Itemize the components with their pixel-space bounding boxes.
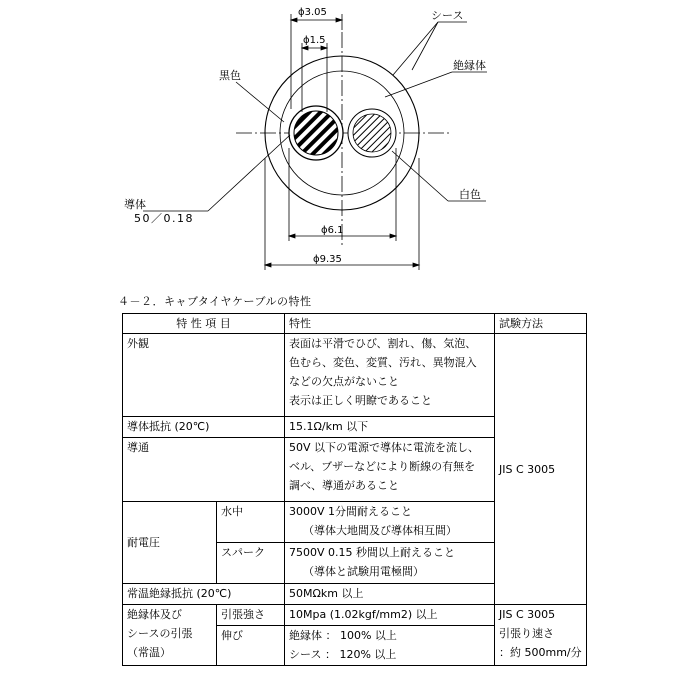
continuity-line: ベル、ブザーなどにより断線の有無を [289, 460, 476, 473]
header-test-method: 試験方法 [495, 314, 587, 334]
appearance-label: 外観 [123, 334, 285, 417]
conductor-label: 導体 [124, 198, 146, 211]
withstand-spark-label: スパーク [217, 543, 285, 584]
withstand-water-value [285, 502, 495, 543]
dim-conductor-label: ϕ1.5 [303, 35, 326, 46]
tensile-label-line: シースの引張 [127, 627, 193, 640]
black-core-conductor [294, 111, 338, 155]
sheath-label: シース [431, 9, 464, 22]
table-header-row [123, 314, 587, 334]
table-row-appearance [123, 334, 587, 417]
elongation-line: 絶縁体 ： 100% 以上 [289, 628, 397, 642]
tensile-strength-label: 引張強さ [217, 605, 285, 626]
tensile-method-line: 引張り速さ [499, 627, 554, 640]
tensile-label-line: 絶縁体及び [127, 608, 182, 621]
withstand-water-line: （導体大地間及び導体相互間） [303, 524, 457, 537]
appearance-value [285, 334, 495, 417]
black-label: 黒色 [219, 69, 241, 82]
withstand-water-label: 水中 [217, 502, 285, 543]
tensile-label-line: （常温） [127, 646, 171, 659]
resistance-label: 導体抵抗 (20℃) [123, 417, 285, 438]
white-label: 白色 [459, 188, 481, 201]
tensile-method-line: ：約 500mm/分 [499, 646, 582, 659]
elongation-value [285, 625, 495, 665]
withstand-label: 耐電圧 [123, 502, 217, 584]
withstand-spark-line: 7500V 0.15 秒間以上耐えること [289, 546, 456, 559]
elongation-label: 伸び [217, 625, 285, 665]
withstand-water-line: 3000V 1分間耐えること [289, 505, 413, 518]
insulator-label: 絶縁体 [453, 59, 486, 72]
header-characteristic: 特性 [285, 314, 495, 334]
white-core-conductor [353, 114, 391, 152]
characteristics-table [122, 313, 587, 666]
elongation-line: シース ： 120% 以上 [289, 647, 397, 661]
table-row-tensile-strength [123, 605, 587, 626]
tensile-label [123, 605, 217, 666]
cable-cross-section-diagram [0, 0, 700, 300]
continuity-line: 50V 以下の電源で導体に電流を流し、 [289, 441, 480, 454]
insulation-resistance-value: 50MΩkm 以上 [285, 584, 495, 605]
insulation-resistance-label: 常温絶縁抵抗 (20℃) [123, 584, 285, 605]
tensile-method [495, 605, 587, 666]
continuity-line: 調べ、導通があること [289, 479, 399, 492]
appearance-line: などの欠点がないこと [289, 375, 399, 388]
dim-insulation-label: ϕ6.1 [321, 225, 344, 236]
tensile-strength-value: 10Mpa (1.02kgf/mm2) 以上 [285, 605, 495, 626]
dim-outer-label: ϕ9.35 [313, 254, 342, 265]
withstand-spark-value [285, 543, 495, 584]
conductor-spec-label: 50／0.18 [134, 212, 194, 225]
withstand-spark-line: （導体と試験用電極間） [303, 565, 424, 578]
appearance-line: 色むら、変色、変質、汚れ、異物混入 [289, 356, 477, 369]
header-item: 特 性 項 目 [123, 314, 285, 334]
dim-sheath-label: ϕ3.05 [298, 7, 327, 18]
resistance-value: 15.1Ω/km 以下 [285, 417, 495, 438]
continuity-label: 導通 [123, 438, 285, 502]
tensile-method-line: JIS C 3005 [499, 608, 556, 621]
section-title: ４－２．キャブタイヤケーブルの特性 [118, 295, 312, 308]
continuity-value [285, 438, 495, 502]
test-method-jis: JIS C 3005 [495, 334, 587, 605]
appearance-line: 表面は平滑でひび、割れ、傷、気泡、 [289, 337, 477, 350]
appearance-line: 表示は正しく明瞭であること [289, 394, 432, 407]
